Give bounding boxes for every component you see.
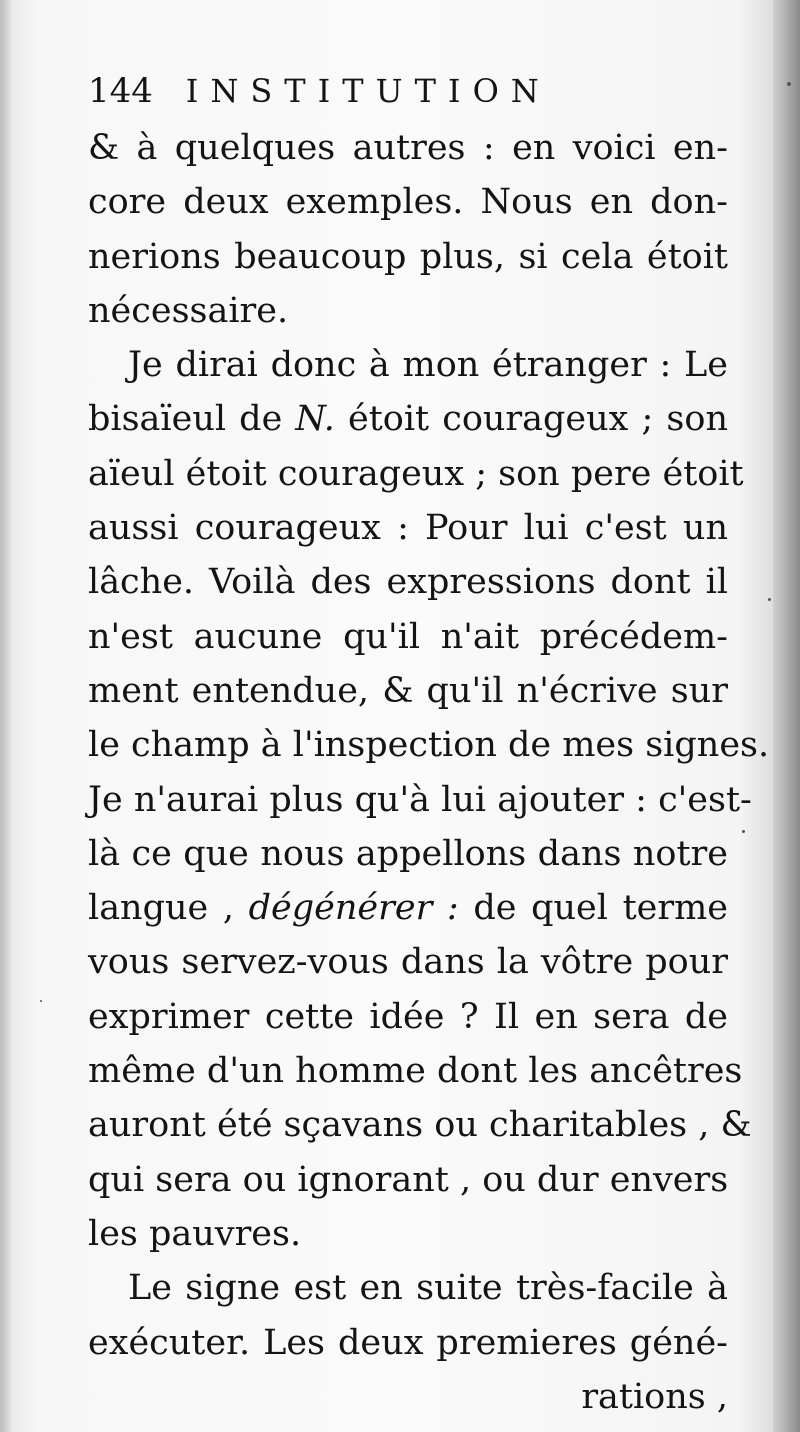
text-line: Je n'aurai plus qu'à lui ajouter : c'est- [88, 779, 752, 820]
page-number: 144 [88, 71, 153, 111]
text-line [88, 881, 728, 935]
italic-initial: N. [295, 399, 335, 440]
text-line: le champ à l'inspection de mes signes. [88, 725, 770, 766]
ink-speck [742, 830, 745, 833]
text-line: nécessaire. [88, 290, 289, 331]
text-line: aïeul étoit courageux ; son pere étoit [88, 453, 744, 494]
ink-speck [787, 82, 791, 86]
text-line: ment entendue, & qu'il n'écrive sur [88, 670, 728, 711]
text-line [88, 392, 728, 446]
text-line: même d'un homme dont les ancêtres [88, 1051, 743, 1092]
page-gutter [773, 0, 800, 1432]
text-line: lâche. Voilà des expressions dont il [88, 562, 728, 603]
page-left-shadow [0, 0, 12, 1432]
text-line: exécuter. Les deux premieres géné- [88, 1322, 728, 1363]
text-line: vous servez-vous dans la vôtre pour [88, 942, 728, 983]
text-segment: langue , [88, 888, 249, 929]
text-line: exprimer cette idée ? Il en sera de [88, 996, 728, 1037]
text-segment: bisaïeul de [88, 399, 296, 440]
catchword: rations , [581, 1376, 728, 1417]
text-line: core deux exemples. Nous en don- [88, 182, 728, 223]
running-head: INSTITUTION [185, 72, 551, 110]
text-line: qui sera ou ignorant , ou dur envers [88, 1159, 729, 1200]
text-line: auront été sçavans ou charitables , & [88, 1105, 752, 1146]
text-line: aussi courageux : Pour lui c'est un [88, 508, 728, 549]
page-header [88, 66, 738, 116]
ink-speck [768, 598, 771, 601]
text-segment: de quel terme [458, 888, 728, 929]
text-line: n'est aucune qu'il n'ait précédem- [88, 616, 728, 657]
body-text [88, 121, 770, 1424]
text-line: & à quelques autres : en voici en- [88, 128, 728, 168]
text-line: Le signe est en suite très-facile à [128, 1268, 728, 1309]
text-line: Je dirai donc à mon étranger : Le [128, 345, 728, 386]
italic-term: dégénérer : [248, 888, 459, 929]
text-segment: étoit courageux ; son [334, 399, 728, 440]
text-line: là ce que nous appellons dans notre [88, 833, 728, 874]
text-line: nerions beaucoup plus, si cela étoit [88, 236, 728, 277]
text-line: les pauvres. [88, 1213, 302, 1254]
ink-speck [40, 1000, 42, 1002]
